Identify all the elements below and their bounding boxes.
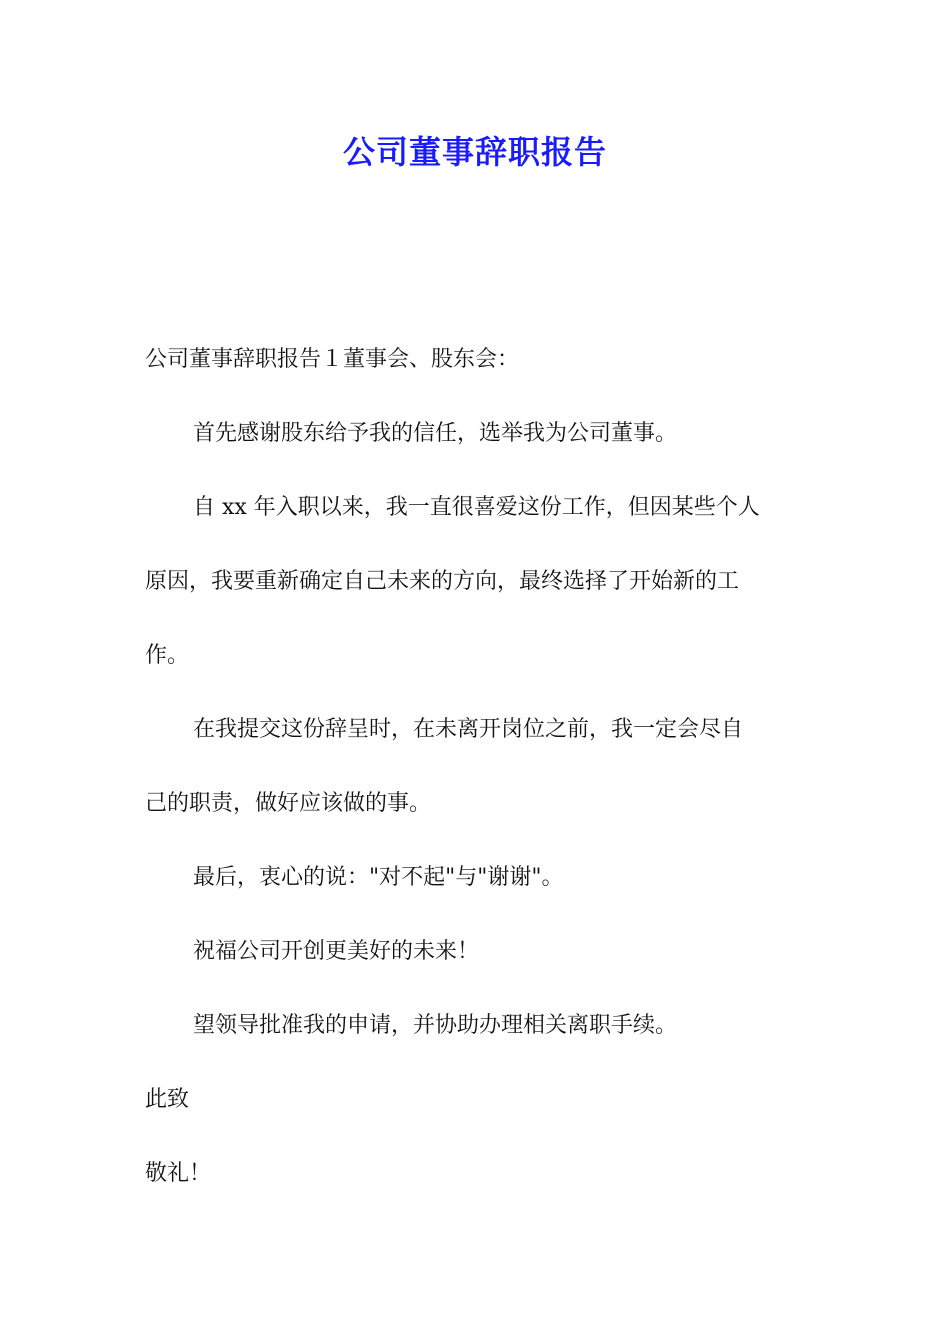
closing-line: 敬礼！ [145, 1161, 212, 1186]
closing-line: 此致 [145, 1087, 190, 1112]
paragraph-line: 最后，衷心的说："对不起"与"谢谢"。 [193, 865, 564, 890]
paragraph-line: 望领导批准我的申请，并协助办理相关离职手续。 [193, 1013, 678, 1038]
paragraph-line: 首先感谢股东给予我的信任，选举我为公司董事。 [193, 421, 678, 446]
paragraph-line: 自 xx 年入职以来，我一直很喜爱这份工作，但因某些个人 [193, 495, 760, 520]
paragraph-line: 祝福公司开创更美好的未来！ [193, 939, 480, 964]
salutation-line: 公司董事辞职报告１董事会、股东会： [145, 347, 520, 372]
paragraph-line: 作。 [145, 643, 190, 668]
document-body [145, 336, 810, 1224]
paragraph-line: 原因，我要重新确定自己未来的方向，最终选择了开始新的工 [145, 569, 740, 594]
document-title: 公司董事辞职报告 [342, 133, 607, 171]
paragraph-line: 在我提交这份辞呈时，在未离开岗位之前，我一定会尽自 [193, 717, 744, 742]
paragraph-line: 己的职责，做好应该做的事。 [145, 791, 432, 816]
